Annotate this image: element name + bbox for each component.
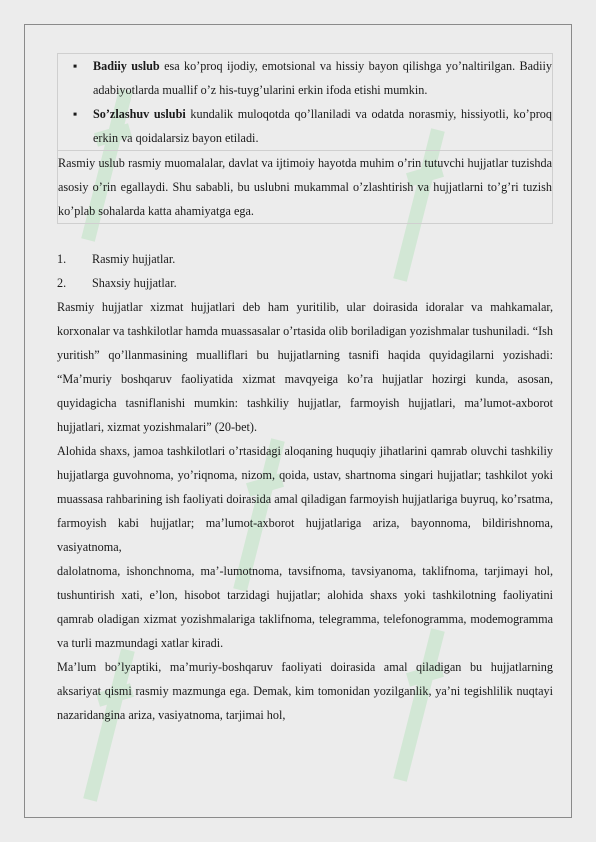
bullet-term: Badiiy uslub (93, 59, 160, 73)
numbered-list (57, 247, 553, 295)
item-text: Shaxsiy hujjatlar. (92, 276, 177, 290)
bullet-term: So’zlashuv uslubi (93, 107, 186, 121)
bullet-text: esa ko’proq ijodiy, emotsional va hissiy bayon qilishga yo’naltirilgan. Badiiy adabiyotlarda muallif o’z his-tuyg’ularini erkin ifoda etishi mumkin. (93, 59, 552, 97)
intro-paragraph: Rasmiy uslub rasmiy muomalalar, davlat va ijtimoiy hayotda muhim o’rin tutuvchi hujjatlar tuzishda asosiy o’rin egallaydi. Shu sababli, bu uslubni mukammal o’zlashtirish va hujjatlarni to’g’ri tuzish ko’plab sohalarda katta ahamiyatga ega. (57, 150, 553, 224)
body-paragraph: Ma’lum bo’lyaptiki, ma’muriy-boshqaruv faoliyati doirasida amal qiladigan bu hujjatlarning aksariyat qismi rasmiy mazmunga ega. Demak, kim tomonidan yozilganlik, ya’ni tegishlilik nuqtayi nazaridangina ariza, vasiyatnoma, tarjimai hol, (57, 660, 553, 722)
bullet-icon: ▪ (73, 59, 78, 73)
bullet-item (58, 54, 552, 102)
body-paragraph: Alohida shaxs, jamoa tashkilotlari o’rtasidagi aloqaning huquqiy jihatlarini qamrab oluvchi tashkiliy hujjatlarga guvohnoma, yo’riqnoma, nizom, qoida, ustav, shartnoma singari hujjatlar; tashkilot yoki muassasa rahbarining ish faoliyati doirasida amal qiladigan farmoyish hujjatlariga buyruq, ko’rsatma, farmoyish kabi hujjatlar; ma’lumot-axborot hujjatlariga ariza, bayonnoma, bildirishnoma, vasiyatnoma, (57, 444, 553, 554)
body-paragraph: Rasmiy hujjatlar xizmat hujjatlari deb ham yuritilib, ular doirasida idoralar va mahkamalar, korxonalar va tashkilotlar hamda muassasalar o’rtasida olib boriladigan yozishmalar tushuniladi. “Ish yuritish” qo’llanmasining mualliflari bu hujjatlarning tasnifi haqida quyidagilarni yozishadi: “Ma’muriy boshqaruv faoliyatida xizmat mavqyeiga ko’ra hujjatlar hozirgi kunda, asosan, quyidagicha tasniflanishi mumkin: tashkiliy hujjatlar, farmoyish hujjatlari, ma’lumot-axborot hujjatlari, xizmat yozishmalari” (20-bet). (57, 300, 553, 434)
item-number: 1. (57, 252, 67, 266)
document-body (57, 53, 553, 727)
item-text: Rasmiy hujjatlar. (92, 252, 176, 266)
bullet-text: kundalik muloqotda qo’llaniladi va odatda norasmiy, hissiyotli, ko’proq erkin va qoidalarsiz bayon etiladi. (93, 107, 552, 145)
body-paragraph: dalolatnoma, ishonchnoma, ma’-lumotnoma, tavsifnoma, tavsiyanoma, taklifnoma, tarjimayi hol, tushuntirish xati, e’lon, hisobot tarzidagi hujjatlar; alohida shaxs yoki tashkilotning faoliyatini qamrab oladigan xizmat yozishmalariga taklifnoma, telegramma, telefonogramma, modemogramma va turli mazmundagi xatlar kiradi. (57, 564, 553, 650)
bullet-item (58, 102, 552, 150)
bullet-icon: ▪ (73, 107, 78, 121)
item-number: 2. (57, 276, 67, 290)
numbered-item (57, 271, 553, 295)
numbered-item (57, 247, 553, 271)
style-bullet-list (57, 53, 553, 150)
